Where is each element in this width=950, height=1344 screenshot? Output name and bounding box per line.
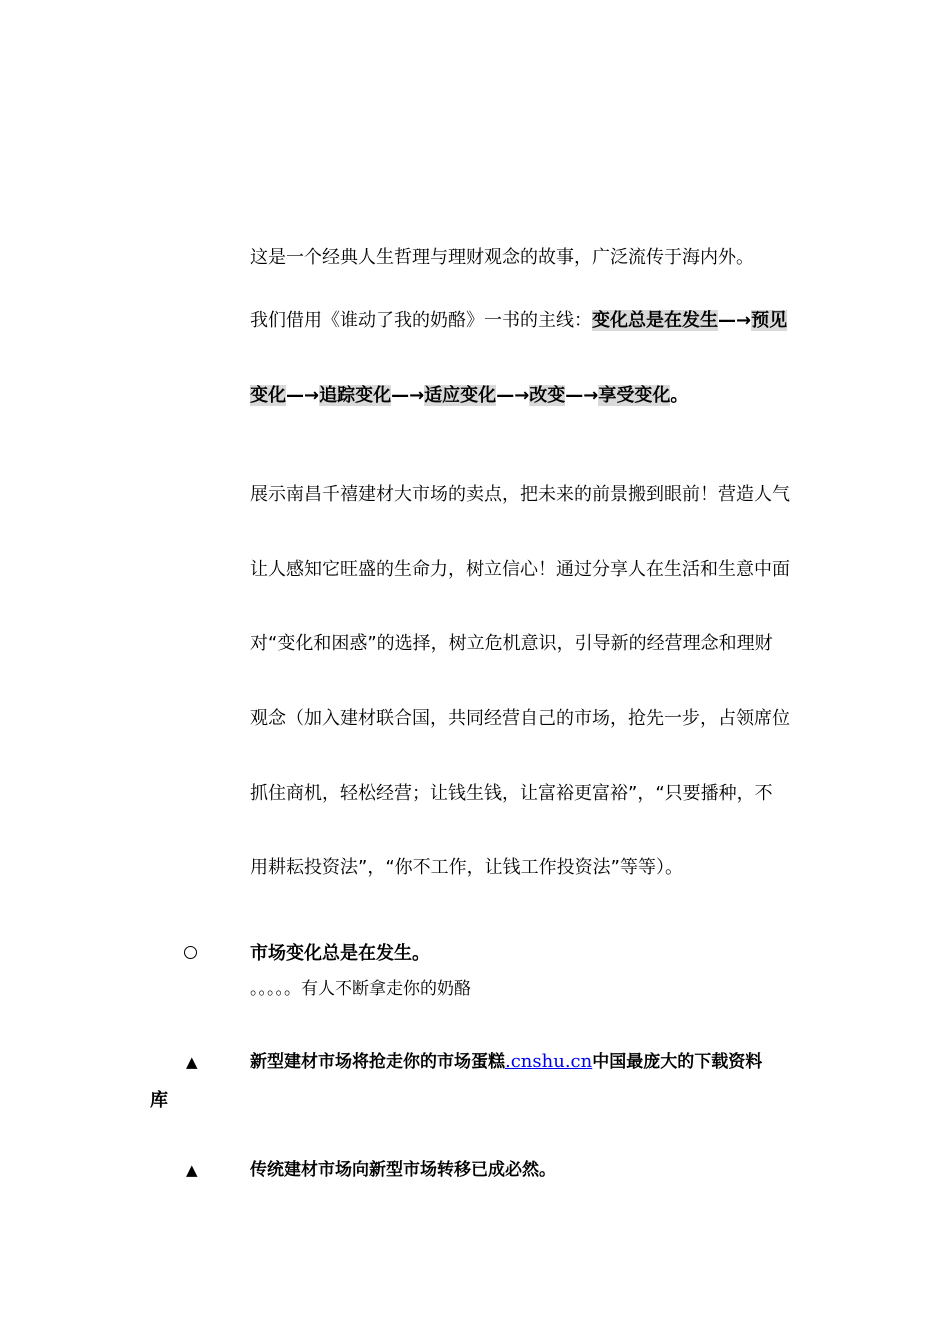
arrow-5: —→	[565, 385, 599, 406]
paragraph-line-6: 用耕耘投资法”，“你不工作，让钱工作投资法”等等）。	[250, 857, 683, 878]
section-subtitle: 。。。。。有人不断拿走你的奶酪	[250, 979, 471, 999]
bullet-item-2	[250, 1158, 556, 1182]
circle-bullet-icon	[184, 946, 197, 959]
arrow-4: —→	[496, 385, 530, 406]
arrow-2: —→	[286, 385, 320, 406]
step-4: 适应变化	[424, 385, 497, 406]
bullet-item-1-after: 中国最庞大的下载资料	[592, 1052, 763, 1072]
intro-line-2	[250, 309, 787, 333]
step-5: 改变	[529, 385, 566, 406]
bullet-item-1-text: 新型建材市场将抢走你的市场蛋糕	[250, 1052, 505, 1072]
section-title: 市场变化总是在发生。	[250, 943, 430, 964]
step-2-part-2: 变化	[250, 385, 286, 406]
step-1: 变化总是在发生	[592, 310, 718, 331]
bullet-item-1-continuation: 库	[150, 1090, 168, 1111]
paragraph-line-4: 观念（加入建材联合国，共同经营自己的市场，抢先一步，占领席位	[250, 708, 790, 729]
triangle-bullet-icon-1: ▲	[186, 1053, 198, 1071]
intro-line-1: 这是一个经典人生哲理与理财观念的故事，广泛流传于海内外。	[250, 247, 754, 268]
arrow-1: —→	[718, 310, 752, 331]
cnshu-link[interactable]: .cnshu.cn	[505, 1051, 593, 1072]
intro-line-3	[250, 384, 688, 408]
end-mark: 。	[670, 385, 689, 406]
step-6: 享受变化	[598, 385, 671, 406]
arrow-3: —→	[391, 385, 425, 406]
intro-prefix: 我们借用《谁动了我的奶酪》一书的主线：	[250, 310, 592, 331]
paragraph-line-5: 抓住商机，轻松经营；让钱生钱，让富裕更富裕”，“只要播种，不	[250, 783, 773, 804]
bullet-item-2-text: 传统建材市场向新型市场转移已成必然。	[250, 1160, 556, 1180]
triangle-bullet-icon-2: ▲	[186, 1161, 198, 1179]
paragraph-line-1: 展示南昌千禧建材大市场的卖点，把未来的前景搬到眼前！营造人气	[250, 484, 790, 505]
step-3: 追踪变化	[319, 385, 392, 406]
paragraph-line-2: 让人感知它旺盛的生命力，树立信心！通过分享人在生活和生意中面	[250, 559, 790, 580]
step-2-part-1: 预见	[751, 310, 788, 331]
paragraph-line-3: 对“变化和困惑”的选择，树立危机意识，引导新的经营理念和理财	[250, 633, 773, 654]
bullet-item-1	[250, 1050, 762, 1074]
